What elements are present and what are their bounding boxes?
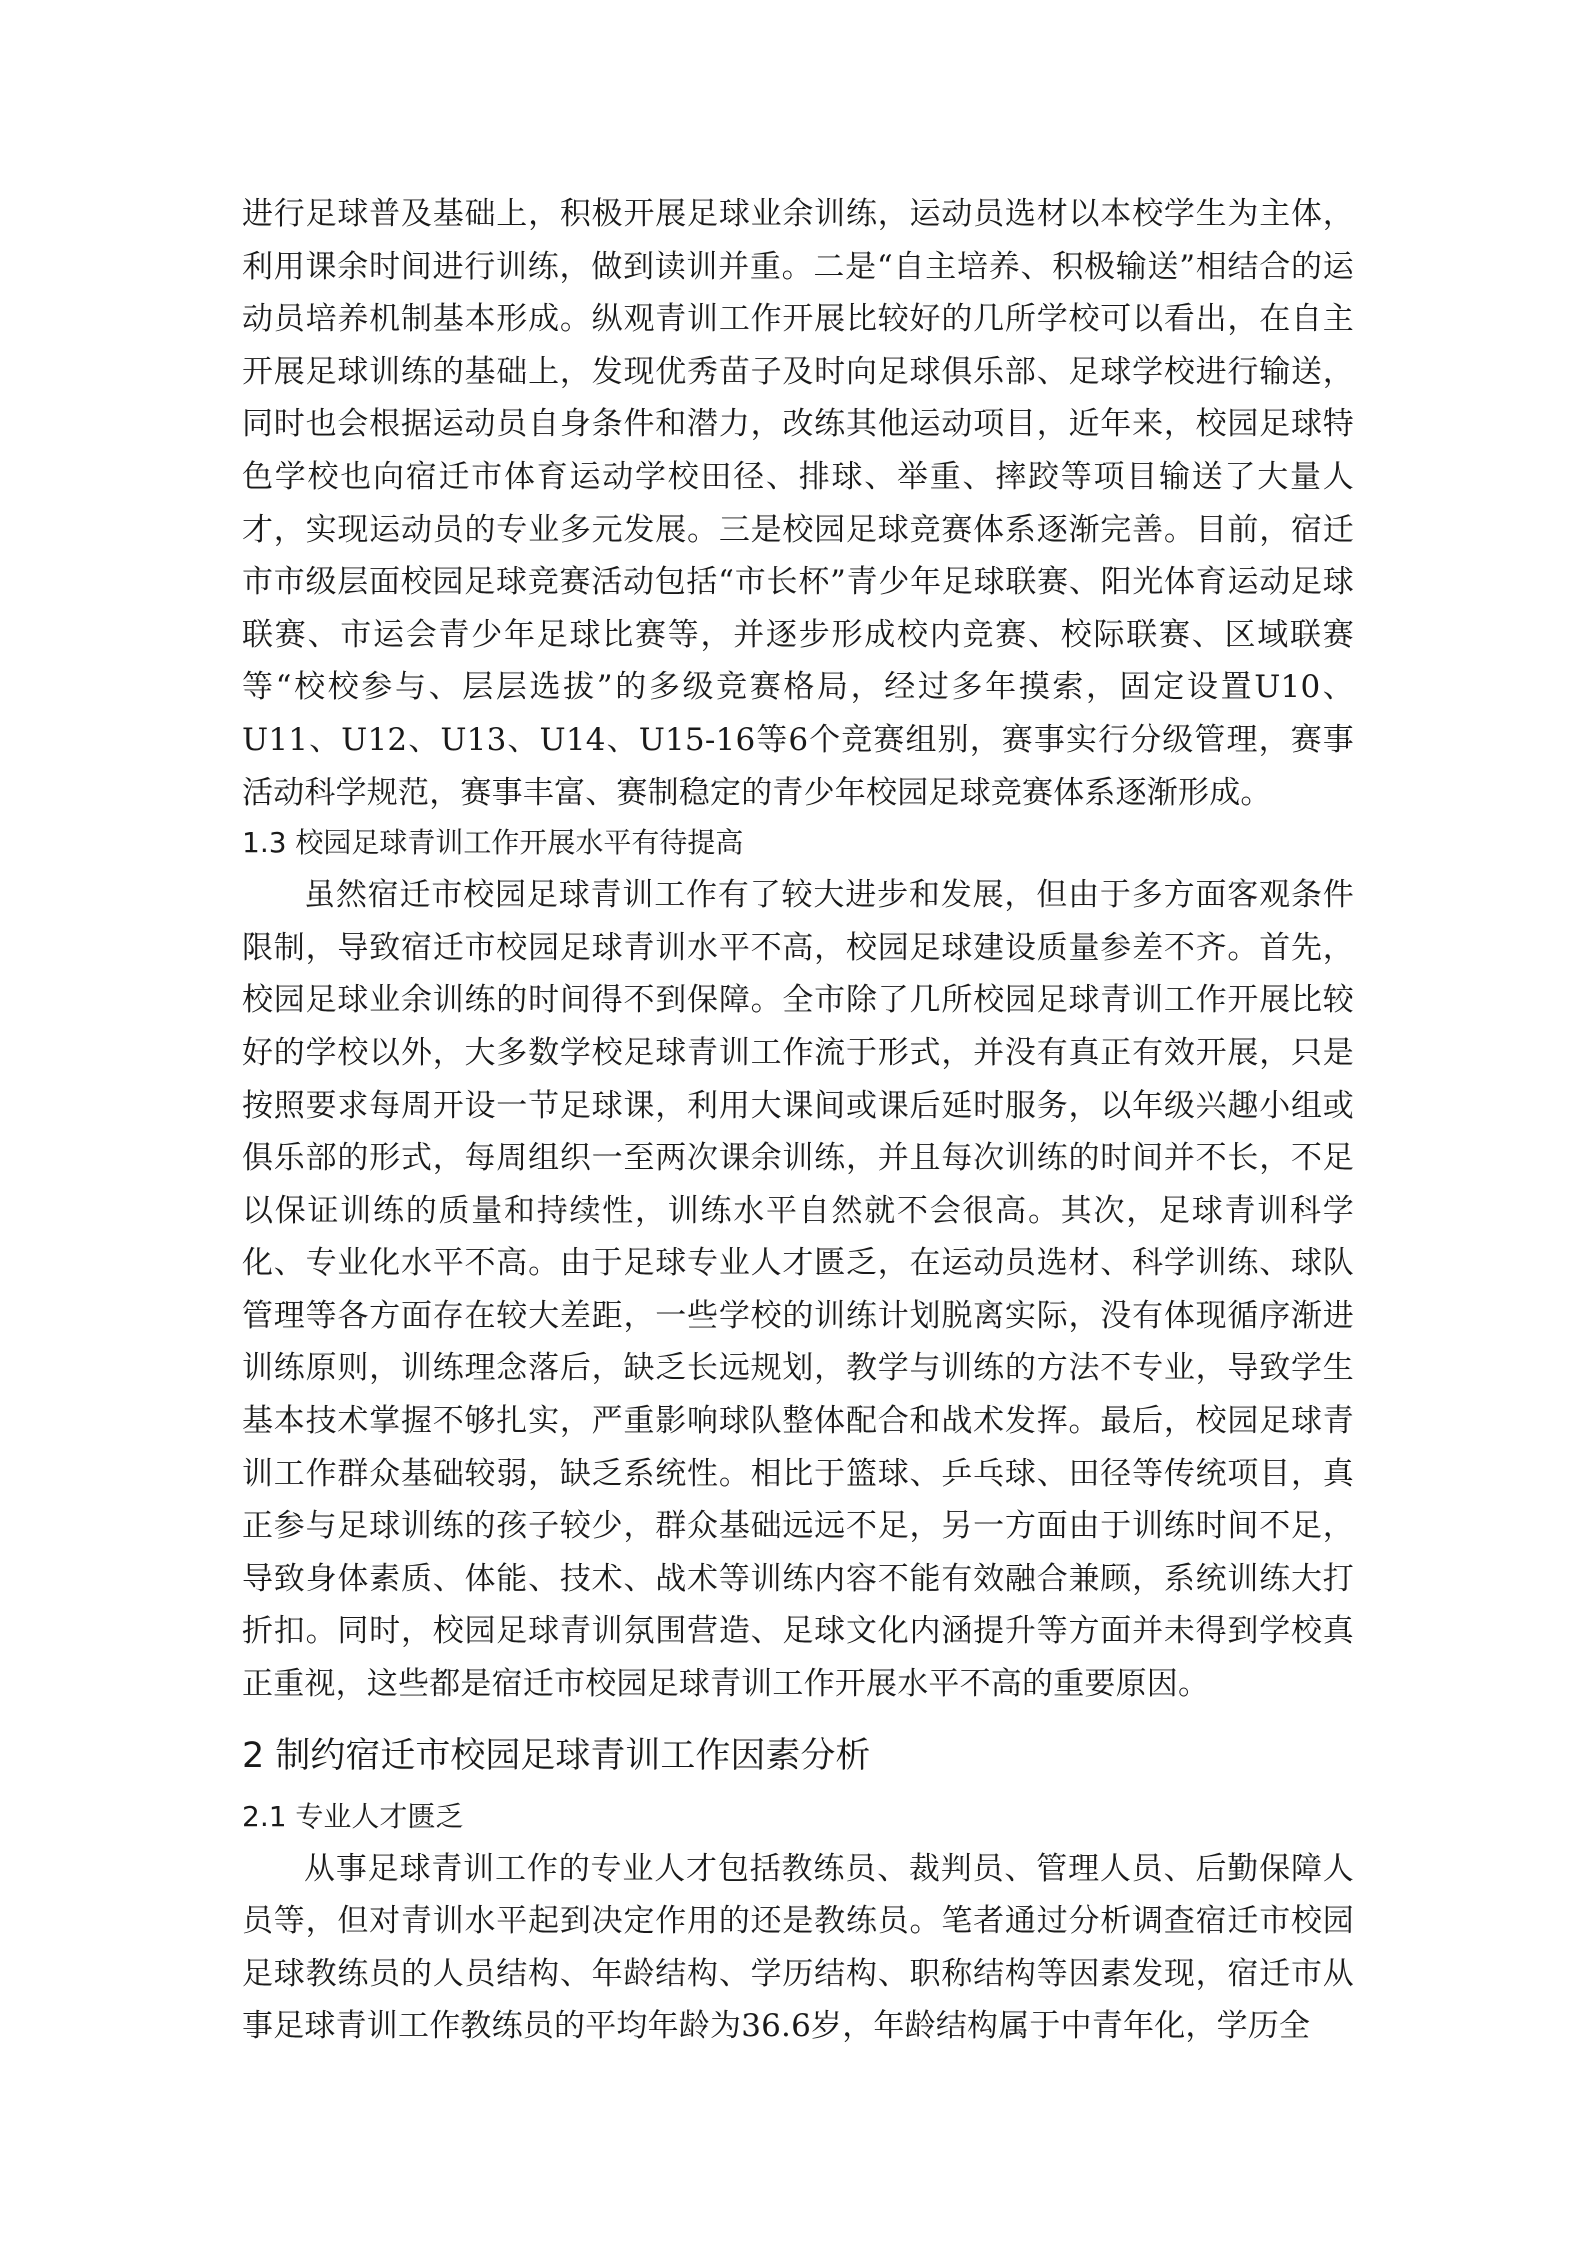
document-body: [242, 188, 1354, 2053]
body-paragraph: 进行足球普及基础上，积极开展足球业余训练，运动员选材以本校学生为主体，利用课余时间进行训练，做到读训并重。二是“自主培养、积极输送”相结合的运动员培养机制基本形成。纵观青训工作开展比较好的几所学校可以看出，在自主开展足球训练的基础上，发现优秀苗子及时向足球俱乐部、足球学校进行输送，同时也会根据运动员自身条件和潜力，改练其他运动项目，近年来，校园足球特色学校也向宿迁市体育运动学校田径、排球、举重、摔跤等项目输送了大量人才，实现运动员的专业多元发展。三是校园足球竞赛体系逐渐完善。目前，宿迁市市级层面校园足球竞赛活动包括“市长杯”青少年足球联赛、阳光体育运动足球联赛、市运会青少年足球比赛等，并逐步形成校内竞赛、校际联赛、区域联赛等“校校参与、层层选拔”的多级竞赛格局，经过多年摸索，固定设置U10、U11、U12、U13、U14、U15-16等6个竞赛组别，赛事实行分级管理，赛事活动科学规范，赛事丰富、赛制稳定的青少年校园足球竞赛体系逐渐形成。: [242, 196, 1354, 811]
body-paragraph: 从事足球青训工作的专业人才包括教练员、裁判员、管理人员、后勤保障人员等，但对青训水平起到决定作用的还是教练员。笔者通过分析调查宿迁市校园足球教练员的人员结构、年龄结构、学历结构、职称结构等因素发现，宿迁市从事足球青训工作教练员的平均年龄为36.6岁，年龄结构属于中青年化，学历全: [242, 1850, 1354, 2045]
section-heading-1-3: 1.3 校园足球青训工作开展水平有待提高: [242, 826, 744, 860]
section-heading-2: 2 制约宿迁市校园足球青训工作因素分析: [242, 1735, 871, 1776]
body-paragraph: 虽然宿迁市校园足球青训工作有了较大进步和发展，但由于多方面客观条件限制，导致宿迁市校园足球青训水平不高，校园足球建设质量参差不齐。首先，校园足球业余训练的时间得不到保障。全市除了几所校园足球青训工作开展比较好的学校以外，大多数学校足球青训工作流于形式，并没有真正有效开展，只是按照要求每周开设一节足球课，利用大课间或课后延时服务，以年级兴趣小组或俱乐部的形式，每周组织一至两次课余训练，并且每次训练的时间并不长，不足以保证训练的质量和持续性，训练水平自然就不会很高。其次，足球青训科学化、专业化水平不高。由于足球专业人才匮乏，在运动员选材、科学训练、球队管理等各方面存在较大差距，一些学校的训练计划脱离实际，没有体现循序渐进训练原则，训练理念落后，缺乏长远规划，教学与训练的方法不专业，导致学生基本技术掌握不够扎实，严重影响球队整体配合和战术发挥。最后，校园足球青训工作群众基础较弱，缺乏系统性。相比于篮球、乒乓球、田径等传统项目，真正参与足球训练的孩子较少，群众基础远远不足，另一方面由于训练时间不足，导致身体素质、体能、技术、战术等训练内容不能有效融合兼顾，系统训练大打折扣。同时，校园足球青训氛围营造、足球文化内涵提升等方面并未得到学校真正重视，这些都是宿迁市校园足球青训工作开展水平不高的重要原因。: [242, 877, 1354, 1703]
section-heading-2-1: 2.1 专业人才匮乏: [242, 1799, 464, 1833]
